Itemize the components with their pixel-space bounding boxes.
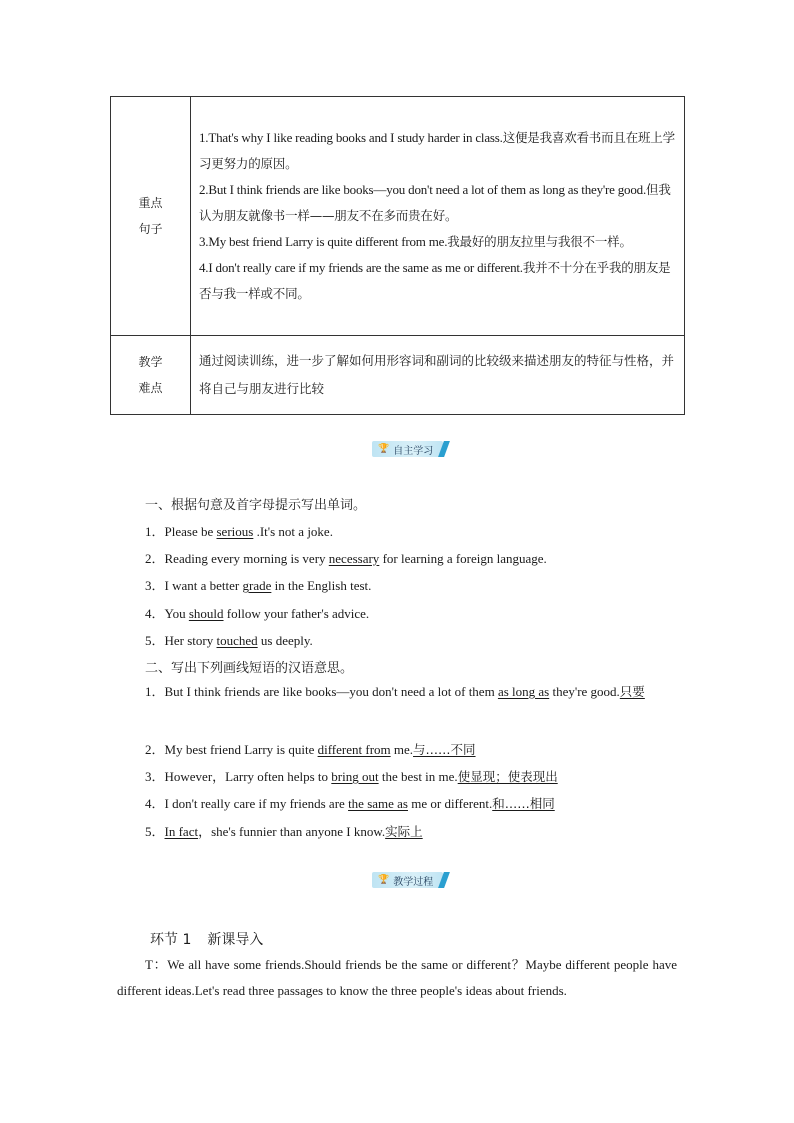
answer-word: grade [242, 578, 272, 593]
underlined-phrase: the same as [348, 796, 408, 811]
answer-word: 使显现；使表现出 [457, 769, 558, 784]
banner-text: 教学过程 [393, 876, 434, 888]
exercise-item: 1．Please be serious .It's not a joke. [145, 524, 333, 539]
answer-word: 只要 [619, 684, 645, 699]
answer-word: 与……不同 [413, 742, 476, 757]
answer-word: touched [216, 633, 258, 648]
step-heading [150, 929, 279, 949]
key-sentence [199, 125, 678, 177]
exercise-item: 5．Her story touched us deeply. [145, 633, 313, 648]
sentence-cn: 但我认为朋友就像书一样——朋友不在多而贵在好。 [199, 182, 671, 223]
label-line: 难点 [138, 381, 163, 395]
exercise-item: 4．I don't really care if my friends are the same as me or different.和……相同 [145, 796, 555, 811]
difficulty-content [191, 336, 685, 415]
trophy-icon: 🏆 [378, 875, 390, 885]
exercise-item: 3．However，Larry often helps to bring out the best in me.使显现；使表现出 [145, 769, 558, 784]
answer-word: should [188, 606, 224, 621]
objectives-table [110, 96, 685, 415]
key-sentences-content [191, 97, 685, 336]
step-label: 环节 1 [150, 932, 192, 948]
self-study-banner [372, 441, 443, 457]
exercise-item: 2．Reading every morning is very necessary for learning a foreign language. [145, 551, 547, 566]
sentence-en: 2.But I think friends are like books—you don't need a lot of them as long as they're good. [199, 182, 647, 197]
difficulty-row [111, 336, 685, 415]
sentence-cn: 我最好的朋友拉里与我很不一样。 [447, 234, 632, 249]
label-line: 句子 [138, 222, 163, 236]
teaching-process-banner [372, 872, 443, 888]
sentence-cn: 这便是我喜欢看书而且在班上学习更努力的原因。 [199, 130, 675, 171]
difficulty-label [111, 336, 191, 415]
answer-word: 实际上 [385, 824, 423, 839]
sentence-cn: 我并不十分在乎我的朋友是否与我一样或不同。 [199, 260, 671, 301]
exercise-item: 4．You should follow your father's advice. [145, 606, 370, 621]
intro-paragraph: T：We all have some friends.Should friends be the same or different？Maybe different people have different ideas.Let's read three passages to know the three people's ideas about friends. [117, 957, 677, 998]
sentence-en: 4.I don't really care if my friends are the same as me or different. [199, 260, 523, 275]
key-sentence [199, 229, 678, 255]
section1-title: 一、根据句意及首字母提示写出单词。 [145, 498, 367, 513]
answer-word: serious [216, 524, 254, 539]
label-line: 教学 [138, 355, 163, 369]
section2-title: 二、写出下列画线短语的汉语意思。 [145, 661, 354, 676]
underlined-phrase: bring out [331, 769, 379, 784]
label-line: 重点 [138, 196, 163, 210]
difficulty-text: 通过阅读训练，进一步了解如何用形容词和副词的比较级来描述朋友的特征与性格，并将自己与朋友进行比较 [199, 353, 675, 396]
sentence-en: 1.That's why I like reading books and I study harder in class. [199, 130, 503, 145]
trophy-icon: 🏆 [378, 444, 390, 454]
answer-word: necessary [328, 551, 380, 566]
exercise-item: 1．But I think friends are like books—you don't need a lot of them as long as they're good.只要 [145, 684, 645, 699]
exercise-item: 5．In fact，she's funnier than anyone I know.实际上 [145, 824, 423, 839]
key-sentence [199, 177, 678, 229]
underlined-phrase: as long as [497, 684, 550, 699]
key-sentences-label [111, 97, 191, 336]
step-title: 新课导入 [207, 932, 264, 948]
key-sentence [199, 255, 678, 307]
sentence-en: 3.My best friend Larry is quite different from me. [199, 234, 448, 249]
exercise-item: 3．I want a better grade in the English test. [145, 578, 372, 593]
key-sentences-row [111, 97, 685, 336]
exercise-item: 2．My best friend Larry is quite different from me.与……不同 [145, 742, 476, 757]
underlined-phrase: different from [317, 742, 391, 757]
answer-word: 和……相同 [492, 796, 555, 811]
underlined-phrase: In fact [164, 824, 199, 839]
banner-text: 自主学习 [393, 445, 434, 457]
